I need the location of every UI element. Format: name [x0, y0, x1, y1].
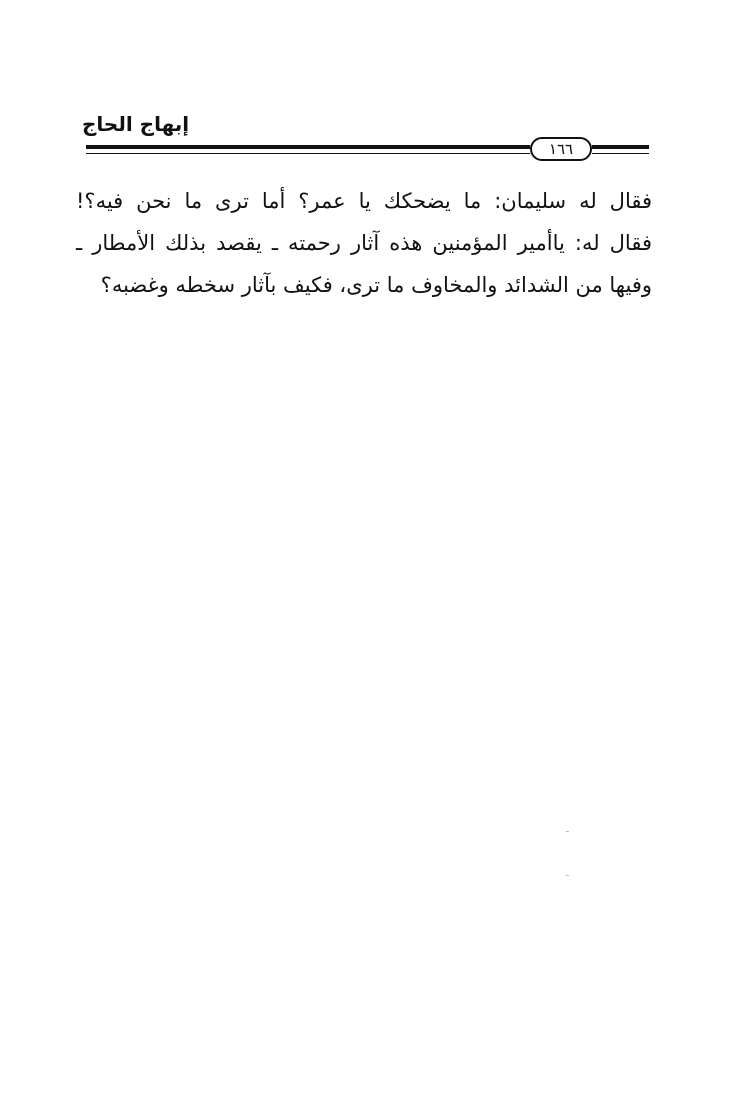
- running-head-title: إبهاج الحاج: [82, 112, 190, 136]
- page-number-frame: [530, 137, 592, 161]
- header-rule-left-thick: [86, 145, 530, 149]
- scan-speck: [566, 875, 569, 876]
- header-rule-left-thin: [86, 153, 530, 154]
- header-rule-right-thick: [592, 145, 649, 149]
- body-line-1: فقال له سليمان: ما يضحكك يا عمر؟ أما ترى ما نحن فيه؟!: [76, 189, 652, 213]
- page-number: ١٦٦: [548, 139, 574, 158]
- scan-speck: [566, 831, 569, 832]
- body-line-2: فقال له: ياأمير المؤمنين هذه آثار رحمته ـ يقصد بذلك الأمطار ـ: [76, 231, 652, 255]
- body-line-3: وفيها من الشدائد والمخاوف ما ترى، فكيف بآثار سخطه وغضبه؟: [100, 273, 652, 297]
- header-rule-right-thin: [592, 153, 649, 154]
- body-text: [76, 180, 652, 306]
